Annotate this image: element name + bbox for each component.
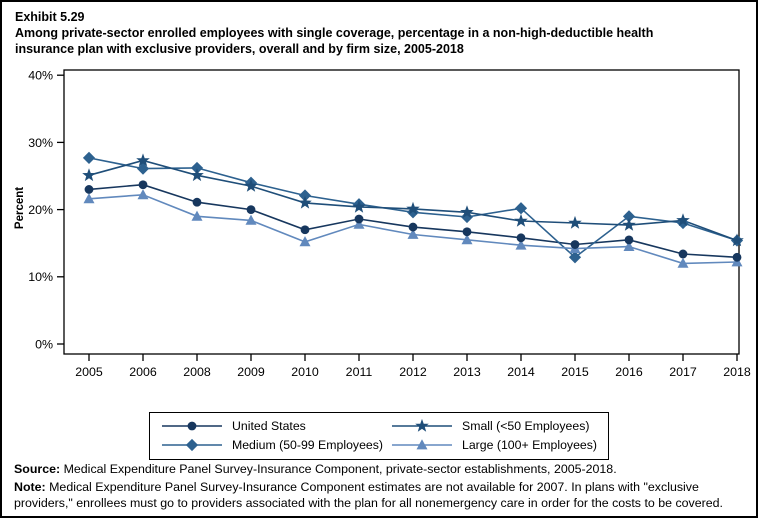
y-tick-label: 0% [35, 337, 53, 352]
x-tick-label: 2014 [507, 365, 535, 379]
x-tick-label: 2011 [345, 365, 373, 379]
x-tick-label: 2013 [453, 365, 481, 379]
x-tick-label: 2016 [615, 365, 643, 379]
legend-item-large-100-employees [391, 437, 597, 453]
legend-circle-glyph [188, 422, 197, 431]
data-point-circle-united-states [409, 223, 418, 232]
data-point-circle-united-states [679, 250, 688, 259]
note-text: Medical Expenditure Panel Survey-Insurance Component estimates are not available for 2007. In plans with "exclusive providers," enrollees must go to providers associated with the plan for all nonemergency care in order for the costs to be covered. [14, 479, 723, 510]
x-tick-label: 2005 [75, 365, 103, 379]
legend-marker-circle-icon [161, 418, 223, 434]
x-tick-label: 2018 [723, 365, 751, 379]
legend-item-united-states [161, 418, 383, 434]
footer-notes [14, 461, 750, 513]
source-line [14, 461, 750, 478]
exhibit-number: Exhibit 5.29 [15, 10, 85, 24]
data-point-circle-united-states [193, 198, 202, 207]
y-tick-label: 40% [28, 68, 53, 83]
title-block [15, 9, 705, 57]
data-point-circle-united-states [301, 225, 310, 234]
chart-title: Among private-sector enrolled employees with single coverage, percentage in a non-high-deductible health insurance plan with exclusive providers, overall and by firm size, 2005-2018 [15, 26, 654, 56]
data-point-circle-united-states [517, 233, 526, 242]
source-text: Medical Expenditure Panel Survey-Insurance Component, private-sector establishments, 2005-2018. [60, 462, 617, 476]
legend-star-glyph [415, 419, 429, 432]
note-label: Note: [14, 479, 46, 494]
y-tick-label: 30% [28, 135, 53, 150]
legend-label: United States [231, 419, 306, 433]
data-point-circle-united-states [85, 185, 94, 194]
plot-frame [64, 70, 739, 354]
x-tick-label: 2017 [669, 365, 697, 379]
legend-diamond-glyph [186, 439, 198, 451]
legend-item-small-50-employees [391, 418, 597, 434]
y-axis-title: Percent [14, 186, 26, 230]
data-point-circle-united-states [139, 180, 148, 189]
source-label: Source: [14, 462, 61, 476]
data-point-circle-united-states [463, 227, 472, 236]
x-tick-label: 2010 [291, 365, 319, 379]
x-tick-label: 2015 [561, 365, 589, 379]
data-point-circle-united-states [733, 253, 742, 262]
x-tick-label: 2012 [399, 365, 427, 379]
x-tick-label: 2009 [237, 365, 265, 379]
legend-marker-star-icon [391, 418, 453, 434]
data-point-circle-united-states [355, 215, 364, 224]
x-tick-label: 2006 [129, 365, 157, 379]
line-chart [2, 68, 758, 390]
data-point-circle-united-states [625, 235, 634, 244]
legend-marker-diamond-icon [161, 437, 223, 453]
y-tick-label: 20% [28, 203, 53, 217]
y-tick-label: 10% [28, 270, 53, 285]
legend-label: Medium (50-99 Employees) [231, 438, 383, 452]
chart-legend [149, 412, 609, 460]
note-line [14, 479, 750, 512]
x-tick-label: 2008 [183, 365, 211, 379]
data-point-circle-united-states [247, 205, 256, 214]
legend-item-medium-50-99-employees [161, 437, 383, 453]
data-point-circle-united-states [571, 240, 580, 249]
legend-label: Large (100+ Employees) [461, 438, 598, 452]
legend-label: Small (<50 Employees) [461, 419, 590, 433]
legend-marker-triangle-icon [391, 437, 453, 453]
